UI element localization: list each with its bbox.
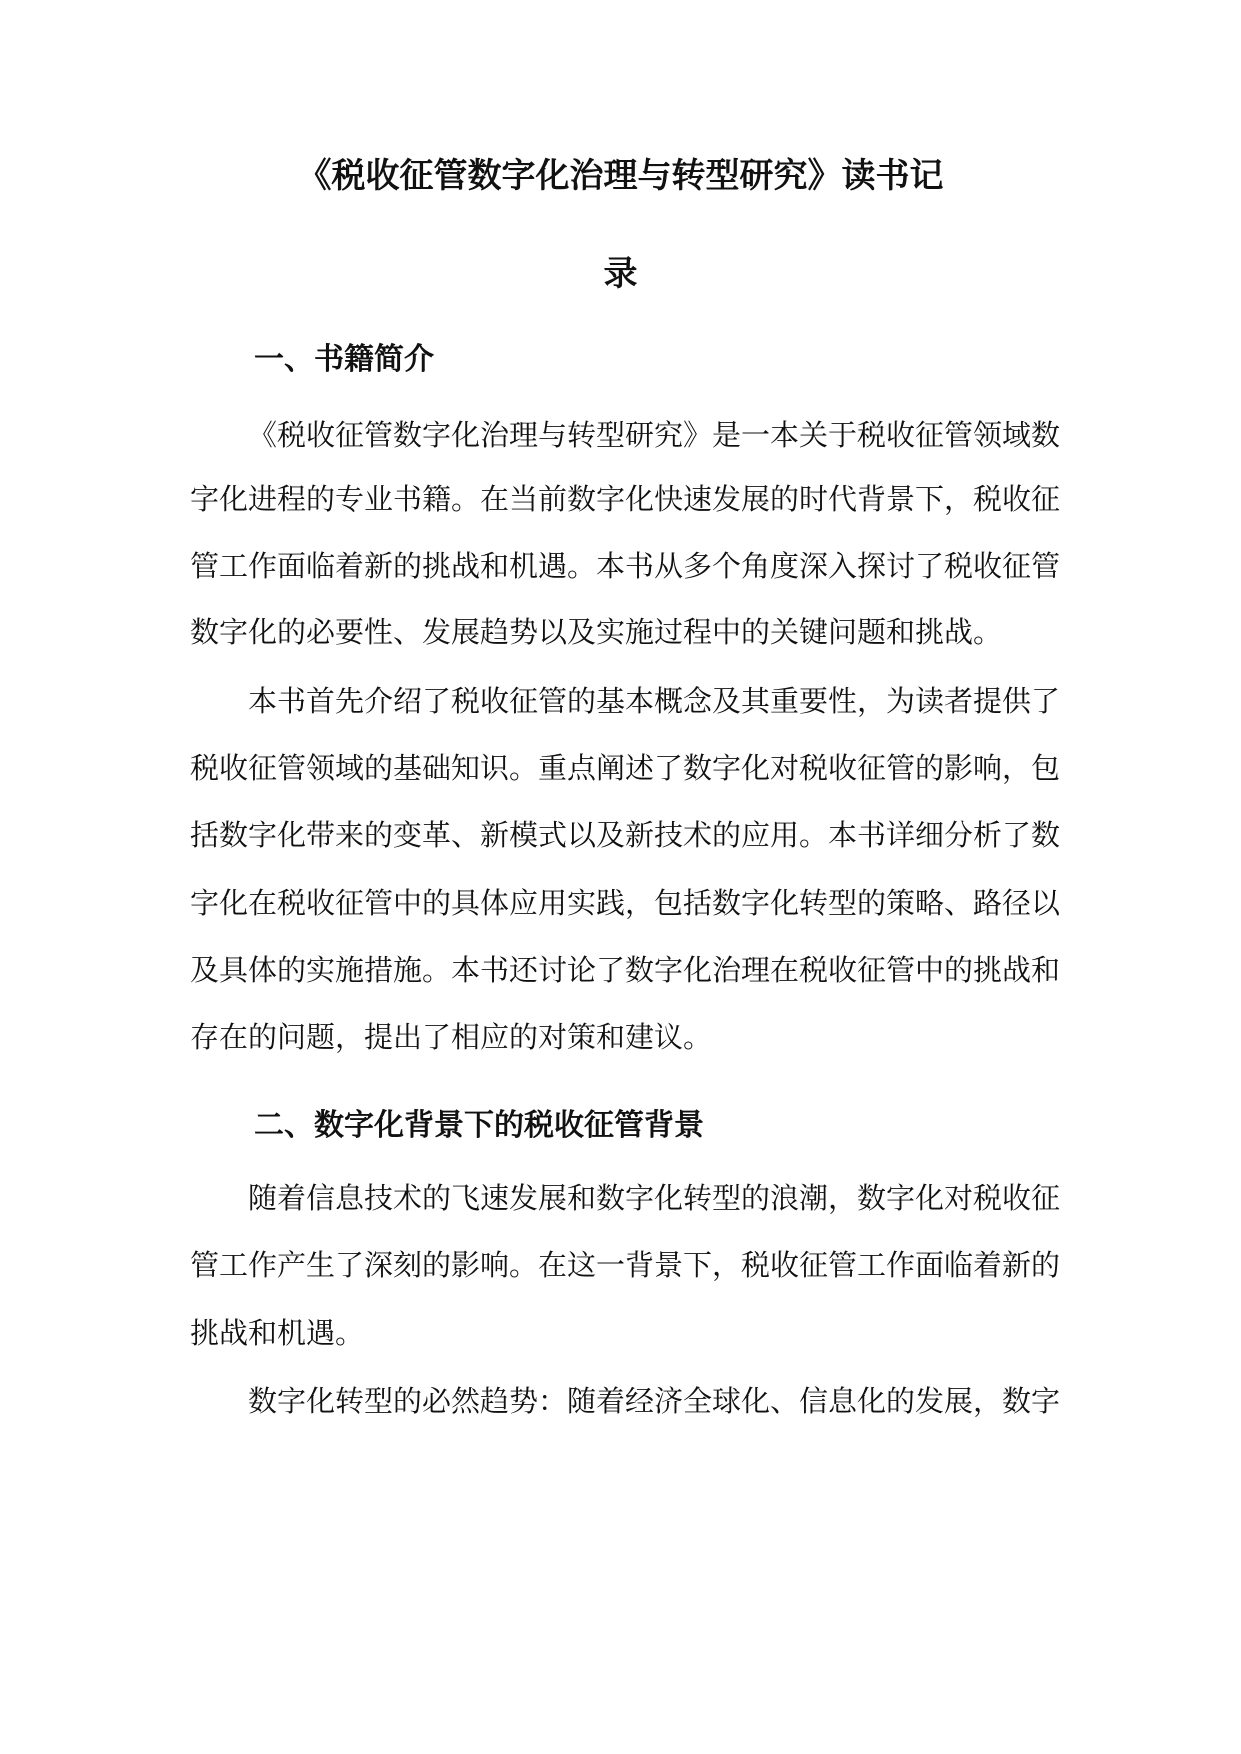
paragraph-line: 数字化的必要性、发展趋势以及实施过程中的关键问题和挑战。 (190, 615, 1003, 649)
document-title-line-2: 录 (603, 254, 638, 294)
paragraph-line: 括数字化带来的变革、新模式以及新技术的应用。本书详细分析了数 (190, 818, 1061, 852)
section-heading-digital-background: 二、数字化背景下的税收征管背景 (254, 1108, 704, 1143)
paragraph-line: 管工作面临着新的挑战和机遇。本书从多个角度深入探讨了税收征管 (190, 549, 1061, 583)
paragraph-line: 管工作产生了深刻的影响。在这一背景下，税收征管工作面临着新的 (190, 1248, 1061, 1282)
paragraph-line: 数字化转型的必然趋势：随着经济全球化、信息化的发展，数字 (248, 1384, 1061, 1418)
paragraph-line: 字化进程的专业书籍。在当前数字化快速发展的时代背景下，税收征 (190, 482, 1061, 516)
paragraph-line: 税收征管领域的基础知识。重点阐述了数字化对税收征管的影响，包 (190, 751, 1061, 785)
section-heading-book-intro: 一、书籍简介 (254, 342, 434, 377)
paragraph-line: 及具体的实施措施。本书还讨论了数字化治理在税收征管中的挑战和 (190, 953, 1061, 987)
paragraph-line: 存在的问题，提出了相应的对策和建议。 (190, 1020, 713, 1054)
paragraph-line: 挑战和机遇。 (190, 1316, 365, 1350)
paragraph-line: 随着信息技术的飞速发展和数字化转型的浪潮，数字化对税收征 (248, 1181, 1061, 1215)
document-title-line-1: 《税收征管数字化治理与转型研究》读书记 (297, 156, 944, 196)
paragraph-line: 本书首先介绍了税收征管的基本概念及其重要性，为读者提供了 (248, 684, 1061, 718)
paragraph-line: 《税收征管数字化治理与转型研究》是一本关于税收征管领域数 (248, 418, 1061, 452)
paragraph-line: 字化在税收征管中的具体应用实践，包括数字化转型的策略、路径以 (190, 886, 1061, 920)
